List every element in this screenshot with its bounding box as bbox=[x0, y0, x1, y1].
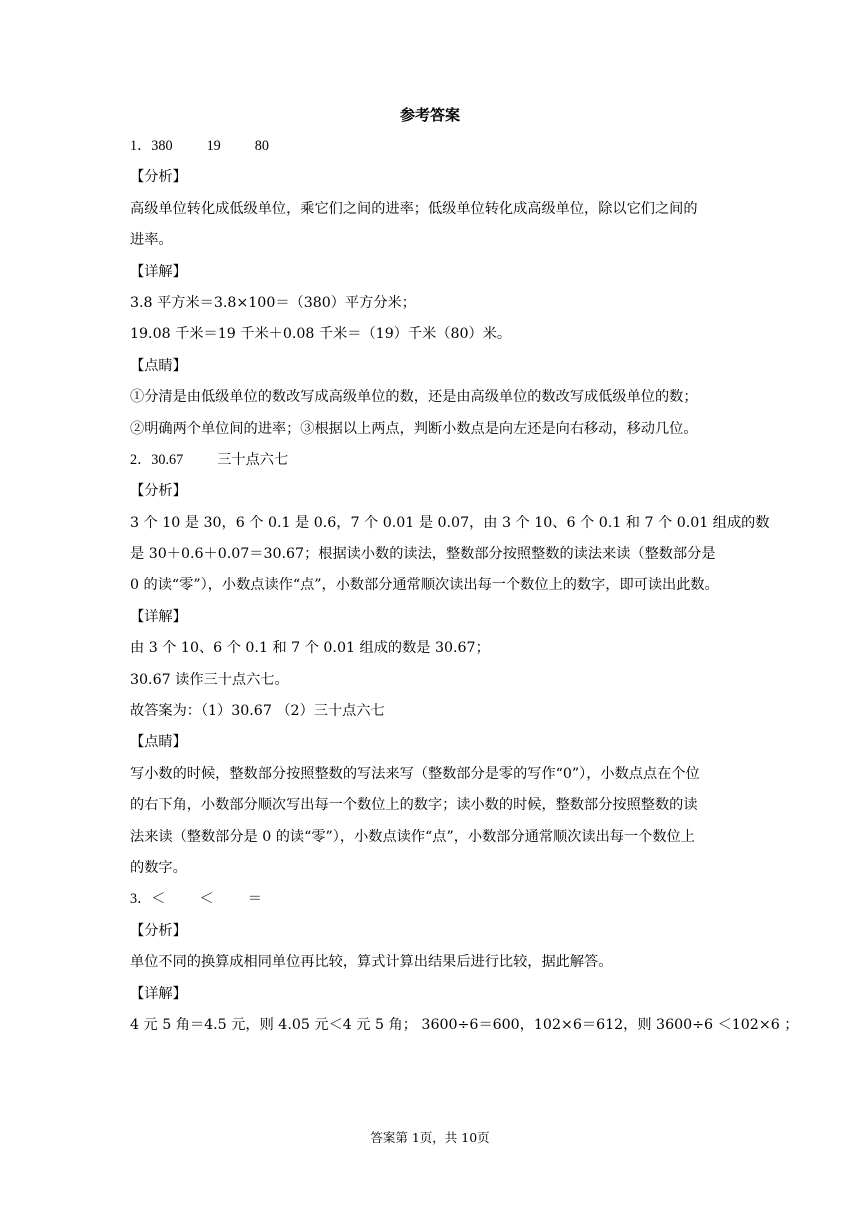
page-footer: 答案第 1页，共 10页 bbox=[370, 1130, 490, 1145]
q2-detail-line: 由 3 个 10、6 个 0.1 和 7 个 0.01 组成的数是 30.67； bbox=[130, 640, 490, 657]
q1-analysis-label: 【分析】 bbox=[130, 169, 187, 186]
q3-analysis-label: 【分析】 bbox=[130, 922, 187, 939]
q2-detail-line: 故答案为：（1）30.67 （2）三十点六七 bbox=[130, 703, 385, 720]
q1-detail-line: 3.8 平方米＝3.8×100＝（380）平方分米； bbox=[130, 294, 416, 311]
q3-answer-2: ＜ bbox=[199, 891, 214, 908]
q2-note-line: 法来读（整数部分是 0 的读“零”），小数点读作“点”，小数部分通常顺次读出每一个数位上 bbox=[130, 828, 695, 845]
q1-answer-3: 80 bbox=[254, 138, 269, 154]
q3-analysis-line: 单位不同的换算成相同单位再比较，算式计算出结果后进行比较，据此解答。 bbox=[130, 954, 613, 971]
q2-answer-line bbox=[130, 445, 730, 476]
q3-detail-line: 4 元 5 角＝4.5 元，则 4.05 元＜4 元 5 角； 3600÷6＝600，102×6＝612，则 3600÷6 ＜102×6 ； bbox=[130, 1016, 799, 1033]
q3-answer-3: ＝ bbox=[247, 891, 262, 908]
q3-detail-label: 【详解】 bbox=[130, 985, 187, 1002]
q1-number: 1． bbox=[130, 138, 152, 154]
q2-analysis-line: 是 30＋0.6＋0.07＝30.67；根据读小数的读法，整数部分按照整数的读法来读（整数部分是 bbox=[130, 546, 716, 563]
q2-detail-label: 【详解】 bbox=[130, 608, 187, 625]
q1-detail-line: 19.08 千米＝19 千米＋0.08 千米＝（19）千米（80）米。 bbox=[130, 326, 512, 343]
q1-analysis-line: 进率。 bbox=[130, 232, 173, 249]
q3-number: 3． bbox=[130, 891, 152, 908]
q3-answer-line bbox=[130, 884, 730, 915]
q1-answer-1: 380 bbox=[151, 138, 173, 154]
q1-answer-2: 19 bbox=[206, 138, 221, 154]
q2-note-line: 写小数的时候，整数部分按照整数的写法来写（整数部分是零的写作“0”），小数点点在个位 bbox=[130, 765, 700, 782]
q2-analysis-line: 3 个 10 是 30，6 个 0.1 是 0.6，7 个 0.01 是 0.07，由 3 个 10、6 个 0.1 和 7 个 0.01 组成的数 bbox=[130, 514, 770, 531]
q1-note-line: ②明确两个单位间的进率；③根据以上两点，判断小数点是向左还是向右移动，移动几位。 bbox=[130, 420, 698, 437]
q2-note-line: 的数字。 bbox=[130, 859, 187, 876]
q2-analysis-label: 【分析】 bbox=[130, 483, 187, 500]
q2-note-label: 【点睛】 bbox=[130, 734, 187, 751]
q2-answer-2: 三十点六七 bbox=[217, 451, 289, 468]
q1-analysis-line: 高级单位转化成低级单位，乘它们之间的进率；低级单位转化成高级单位，除以它们之间的 bbox=[130, 200, 698, 217]
q1-note-label: 【点睛】 bbox=[130, 357, 187, 374]
q2-answer-1: 30.67 bbox=[151, 451, 184, 468]
page-title: 参考答案 bbox=[399, 106, 460, 124]
q1-answer-line bbox=[130, 131, 730, 162]
q2-note-line: 的右下角，小数部分顺次写出每一个数位上的数字；读小数的时候，整数部分按照整数的读 bbox=[130, 797, 698, 814]
q2-detail-line: 30.67 读作三十点六七。 bbox=[130, 671, 289, 688]
q1-note-line: ①分清是由低级单位的数改写成高级单位的数，还是由高级单位的数改写成低级单位的数； bbox=[130, 389, 698, 406]
q3-answer-1: ＜ bbox=[151, 891, 166, 908]
q2-number: 2． bbox=[130, 451, 152, 468]
q1-detail-label: 【详解】 bbox=[130, 263, 187, 280]
q2-analysis-line: 0 的读“零”），小数点读作“点”，小数部分通常顺次读出每一个数位上的数字，即可读出此数。 bbox=[130, 577, 719, 594]
answer-content bbox=[130, 131, 799, 1041]
